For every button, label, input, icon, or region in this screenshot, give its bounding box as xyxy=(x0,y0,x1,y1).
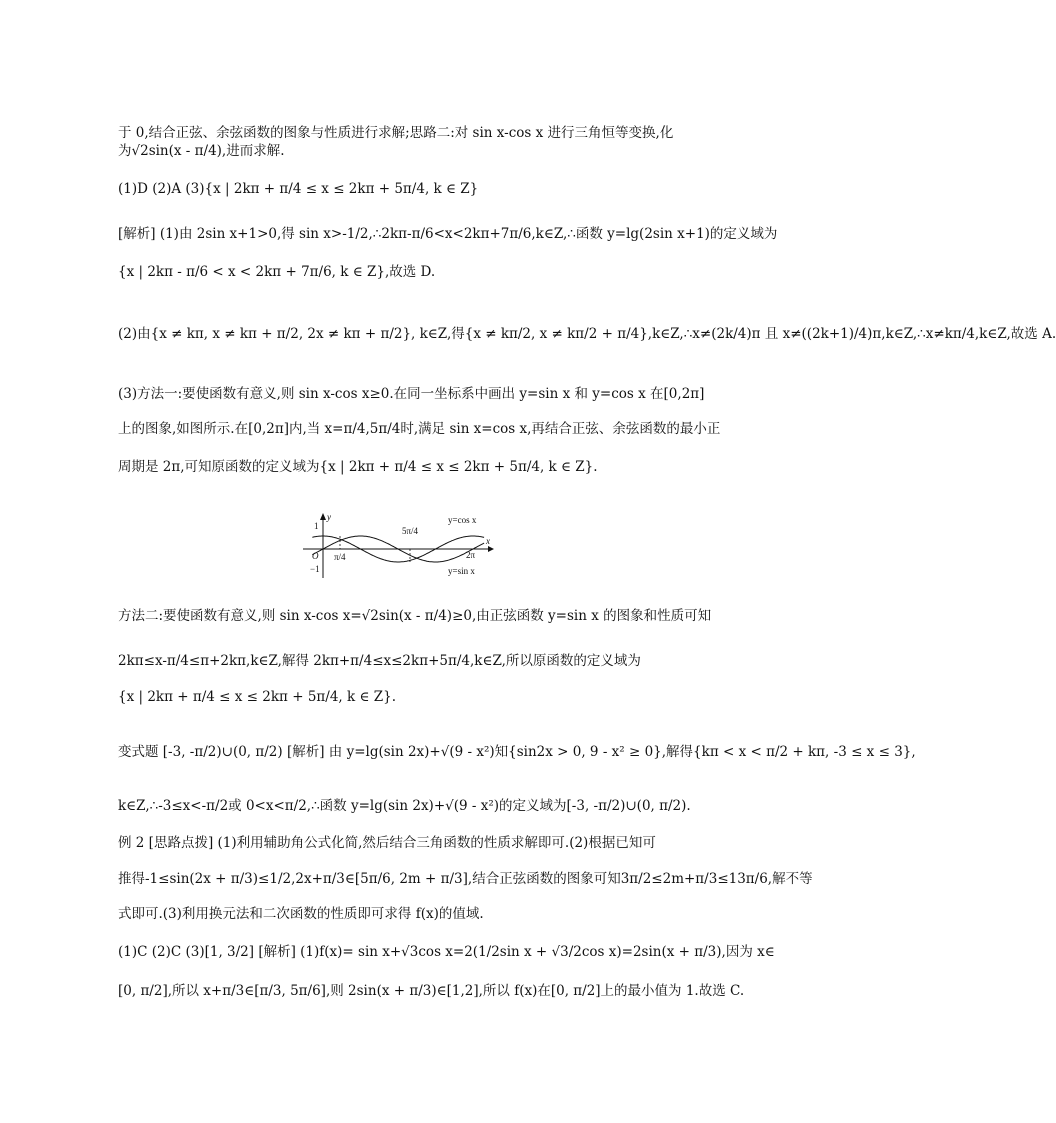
y-axis-label: y xyxy=(327,512,331,522)
text-line-5: {x | 2kπ - π/6 < x < 2kπ + 7π/6, k ∈ Z},故选 D. xyxy=(118,264,436,280)
text-line-1: 于 0,结合正弦、余弦函数的图象与性质进行求解;思路二:对 sin x-cos x 进行三角恒等变换,化 xyxy=(118,125,674,141)
text-line-17: 式即可.(3)利用换元法和二次函数的性质即可求得 f(x)的值域. xyxy=(118,906,484,922)
text-line-18: (1)C (2)C (3)[1, 3/2] [解析] (1)f(x)= sin x+√3cos x=2(1/2sin x + √3/2cos x)=2sin(x + π/3),因为 x∈ xyxy=(118,944,775,960)
text-line-6: (2)由{x ≠ kπ, x ≠ kπ + π/2, 2x ≠ kπ + π/2}, k∈Z,得{x ≠ kπ/2, x ≠ kπ/2 + π/4},k∈Z,∴x≠(2k/4)π 且 x≠((2k+1)/4)π,k∈Z,∴x≠kπ/4,k∈Z,故选 A. xyxy=(118,326,1056,342)
text-line-3: (1)D (2)A (3){x | 2kπ + π/4 ≤ x ≤ 2kπ + 5π/4, k ∈ Z} xyxy=(118,181,479,197)
cos-curve-label: y=cos x xyxy=(448,515,477,525)
origin-label: O xyxy=(312,551,319,561)
y-axis-arrow xyxy=(320,513,326,520)
text-line-9: 周期是 2π,可知原函数的定义域为{x | 2kπ + π/4 ≤ x ≤ 2kπ + 5π/4, k ∈ Z}. xyxy=(118,459,598,475)
x-axis-label: x xyxy=(486,536,490,546)
text-line-8: 上的图象,如图所示.在[0,2π]内,当 x=π/4,5π/4时,满足 sin x=cos x,再结合正弦、余弦函数的最小正 xyxy=(118,421,721,437)
text-line-7: (3)方法一:要使函数有意义,则 sin x-cos x≥0.在同一坐标系中画出 y=sin x 和 y=cos x 在[0,2π] xyxy=(118,386,705,402)
x-axis-arrow xyxy=(488,546,494,552)
text-line-19: [0, π/2],所以 x+π/3∈[π/3, 5π/6],则 2sin(x + π/3)∈[1,2],所以 f(x)在[0, π/2]上的最小值为 1.故选 C. xyxy=(118,983,745,999)
text-line-16: 推得-1≤sin(2x + π/3)≤1/2,2x+π/3∈[5π/6, 2m + π/3],结合正弦函数的图象可知3π/2≤2m+π/3≤13π/6,解不等 xyxy=(118,871,813,887)
sin-curve-label: y=sin x xyxy=(448,566,475,576)
text-line-4: [解析] (1)由 2sin x+1>0,得 sin x>-1/2,∴2kπ-π/6<x<2kπ+7π/6,k∈Z,∴函数 y=lg(2sin x+1)的定义域为 xyxy=(118,226,778,242)
sin-cos-graph-svg xyxy=(298,512,498,584)
sin-cos-graph xyxy=(298,512,498,584)
text-line-12: {x | 2kπ + π/4 ≤ x ≤ 2kπ + 5π/4, k ∈ Z}. xyxy=(118,689,397,705)
tick-label-two-pi: 2π xyxy=(466,550,476,560)
text-line-10: 方法二:要使函数有意义,则 sin x-cos x=√2sin(x - π/4)≥0,由正弦函数 y=sin x 的图象和性质可知 xyxy=(118,608,712,624)
tick-label-five-pi-over-4: 5π/4 xyxy=(402,526,419,536)
text-line-11: 2kπ≤x-π/4≤π+2kπ,k∈Z,解得 2kπ+π/4≤x≤2kπ+5π/4,k∈Z,所以原函数的定义域为 xyxy=(118,653,641,669)
tick-label-pi-over-4: π/4 xyxy=(334,552,346,562)
text-line-2: 为√2sin(x - π/4),进而求解. xyxy=(118,143,285,159)
text-line-15: 例 2 [思路点拨] (1)利用辅助角公式化简,然后结合三角函数的性质求解即可.(2)根据已知可 xyxy=(118,835,656,851)
tick-label-minus-one: −1 xyxy=(310,564,320,574)
tick-label-one: 1 xyxy=(314,521,319,531)
text-line-14: k∈Z,∴-3≤x<-π/2或 0<x<π/2,∴函数 y=lg(sin 2x)+√(9 - x²)的定义域为[-3, -π/2)∪(0, π/2). xyxy=(118,798,691,814)
text-line-13: 变式题 [-3, -π/2)∪(0, π/2) [解析] 由 y=lg(sin 2x)+√(9 - x²)知{sin2x > 0, 9 - x² ≥ 0},解得{kπ < x < π/2 + kπ, -3 ≤ x ≤ 3}, xyxy=(118,744,916,760)
